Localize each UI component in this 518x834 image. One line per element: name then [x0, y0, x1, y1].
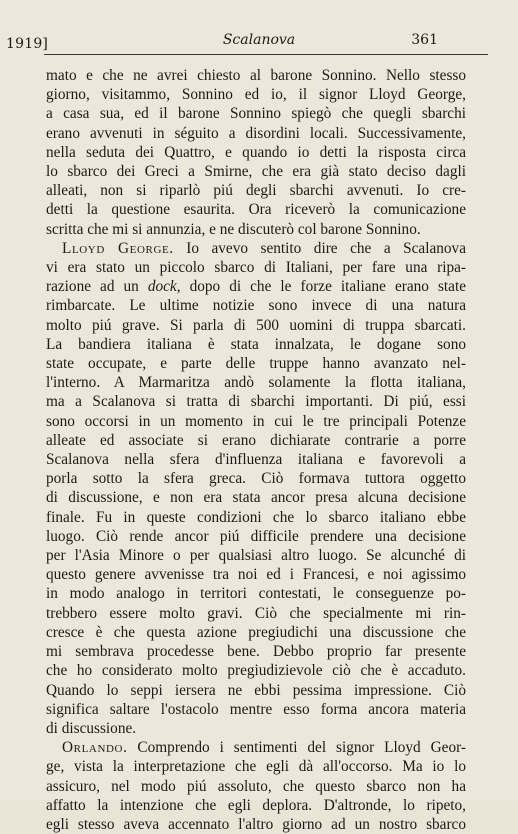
text-line — [46, 335, 466, 354]
line-text: giorno, visitammo, Sonnino ed io, il signor Lloyd George, — [46, 86, 466, 104]
text-line — [46, 757, 466, 776]
text-line — [46, 412, 466, 431]
line-text: cresce è che questa azione pregiudichi una discussione che — [46, 623, 466, 641]
text-line — [46, 604, 466, 623]
running-header — [0, 26, 518, 50]
speaker-name: Orlando. — [62, 739, 128, 757]
text-line — [46, 373, 466, 392]
text-line — [46, 354, 466, 373]
text-line — [46, 296, 466, 315]
line-text: luogo. Ciò rende ancor piú difficile prendere una decisione — [46, 527, 466, 545]
text-line — [46, 239, 466, 258]
text-line — [46, 623, 466, 642]
text-line — [46, 392, 466, 411]
line-text: Comprendo i sentimenti del signor Lloyd Geor- — [127, 739, 466, 757]
paragraph — [46, 239, 466, 738]
line-text: di discussione. — [46, 719, 137, 737]
text-line — [46, 796, 466, 815]
running-title: Scalanova — [222, 32, 296, 48]
page-body — [46, 66, 466, 834]
text-line — [46, 220, 466, 239]
line-text: significa saltare l'ostacolo mentre esso forma ancora materia — [46, 700, 466, 718]
text-line — [46, 258, 466, 277]
line-text: affatto la intenzione che egli deplora. D'altronde, lo ripeto, — [46, 796, 466, 814]
line-text: detti la questione esaurita. Ora riceverò la comunicazione — [46, 201, 466, 219]
line-text: che ho considerato molto pregiudizievole ciò che è accaduto. — [46, 662, 466, 680]
text-line — [46, 546, 466, 565]
line-text: Scalanova nella sfera d'influenza italiana e favorevoli a — [46, 451, 466, 469]
line-text: alleati, non si riparlò piú degli sbarchi avvenuti. Io cre- — [46, 182, 466, 200]
line-text: ge, vista la interpretazione che egli dà all'occorso. Ma io lo — [46, 758, 466, 776]
line-text: Io avevo sentito dire che a Scalanova — [173, 239, 466, 257]
italic-term: dock — [147, 278, 177, 296]
text-line — [46, 124, 466, 143]
text-line — [46, 85, 466, 104]
line-text: La bandiera italiana è stata innalzata, le dogane sono — [46, 335, 466, 353]
text-line — [46, 584, 466, 603]
line-text: per l'Asia Minore o per qualsiasi altro luogo. Se alcunché di — [46, 547, 466, 565]
text-line — [46, 738, 466, 757]
line-text: ma a Scalanova si tratta di sbarchi importanti. Di piú, essi — [46, 393, 466, 411]
year-marker: 1919] — [6, 36, 49, 52]
line-text: lo sbarco dei Greci a Smirne, che era già stato deciso dagli — [46, 163, 466, 181]
text-line — [46, 200, 466, 219]
text-line — [46, 488, 466, 507]
line-text: questo genere avvenisse tra noi ed i Francesi, e noi agissimo — [46, 566, 466, 584]
line-text: porla sotto la sfera greca. Ciò formava tuttora oggetto — [46, 470, 466, 488]
speaker-name: Lloyd George. — [62, 239, 174, 257]
text-line — [46, 700, 466, 719]
line-text: sono occorsi in un momento in cui le tre principali Potenze — [46, 412, 466, 430]
text-line — [46, 642, 466, 661]
line-text: assicuro, nel modo piú assoluto, che questo sbarco non ha — [46, 777, 466, 795]
text-line — [46, 815, 466, 834]
text-line — [46, 143, 466, 162]
line-text-continued: , dopo di che le forze italiane erano state — [176, 278, 466, 296]
text-line — [46, 719, 466, 738]
line-text: in modo analogo in territori contestati, le conseguenze po- — [46, 585, 466, 603]
text-line — [46, 508, 466, 527]
header-rule — [44, 54, 488, 55]
text-line — [46, 66, 466, 85]
text-line — [46, 661, 466, 680]
line-text: nella seduta dei Quattro, e quando io detti la risposta circa — [46, 143, 466, 161]
text-line — [46, 104, 466, 123]
text-line — [46, 450, 466, 469]
text-line — [46, 431, 466, 450]
line-text: alleate ed associate si erano dichiarate contrarie a porre — [46, 431, 466, 449]
line-text: finale. Fu in queste condizioni che lo sbarco italiano ebbe — [46, 508, 466, 526]
page-number: 361 — [411, 32, 438, 48]
text-line — [46, 316, 466, 335]
text-line — [46, 162, 466, 181]
paragraph — [46, 66, 466, 239]
line-text: molto piú grave. Si parla di 500 uomini di truppa sbarcati. — [46, 316, 466, 334]
line-text: di discussione, e non era stata ancor presa alcuna decisione — [46, 489, 466, 507]
paragraph — [46, 738, 466, 834]
text-line — [46, 565, 466, 584]
line-text: Quando lo seppi iersera ne ebbi pessima impressione. Ciò — [46, 681, 466, 699]
line-text: razione ad un — [46, 278, 148, 296]
text-line — [46, 277, 466, 296]
line-text: state occupate, e parte delle truppe hanno avanzato nel- — [46, 355, 466, 373]
line-text: mato e che ne avrei chiesto al barone Sonnino. Nello stesso — [46, 67, 466, 84]
line-text: erano avvenuti in séguito a disordini locali. Successivamente, — [46, 124, 466, 142]
text-line — [46, 777, 466, 796]
line-text: egli stesso aveva accennato l'altro giorno ad un nostro sbarco — [46, 815, 466, 833]
line-text: trebbero essere molto gravi. Ciò che specialmente mi rin- — [46, 604, 466, 622]
line-text: a casa sua, ed il barone Sonnino spiegò che quegli sbarchi — [46, 105, 466, 123]
line-text: mi sembrava procedesse bene. Debbo proprio far presente — [46, 643, 466, 661]
text-line — [46, 181, 466, 200]
text-line — [46, 469, 466, 488]
line-text: l'interno. A Marmaritza andò solamente la flotta italiana, — [46, 374, 466, 392]
line-text: rimbarcate. Le ultime notizie sono invece di una natura — [46, 297, 466, 315]
line-text: scritta che mi si annunzia, e ne discuterò col barone Sonnino. — [46, 220, 421, 238]
line-text: vi era stato un piccolo sbarco di Italiani, per fare una ripa- — [46, 259, 466, 277]
text-line — [46, 527, 466, 546]
text-line — [46, 681, 466, 700]
